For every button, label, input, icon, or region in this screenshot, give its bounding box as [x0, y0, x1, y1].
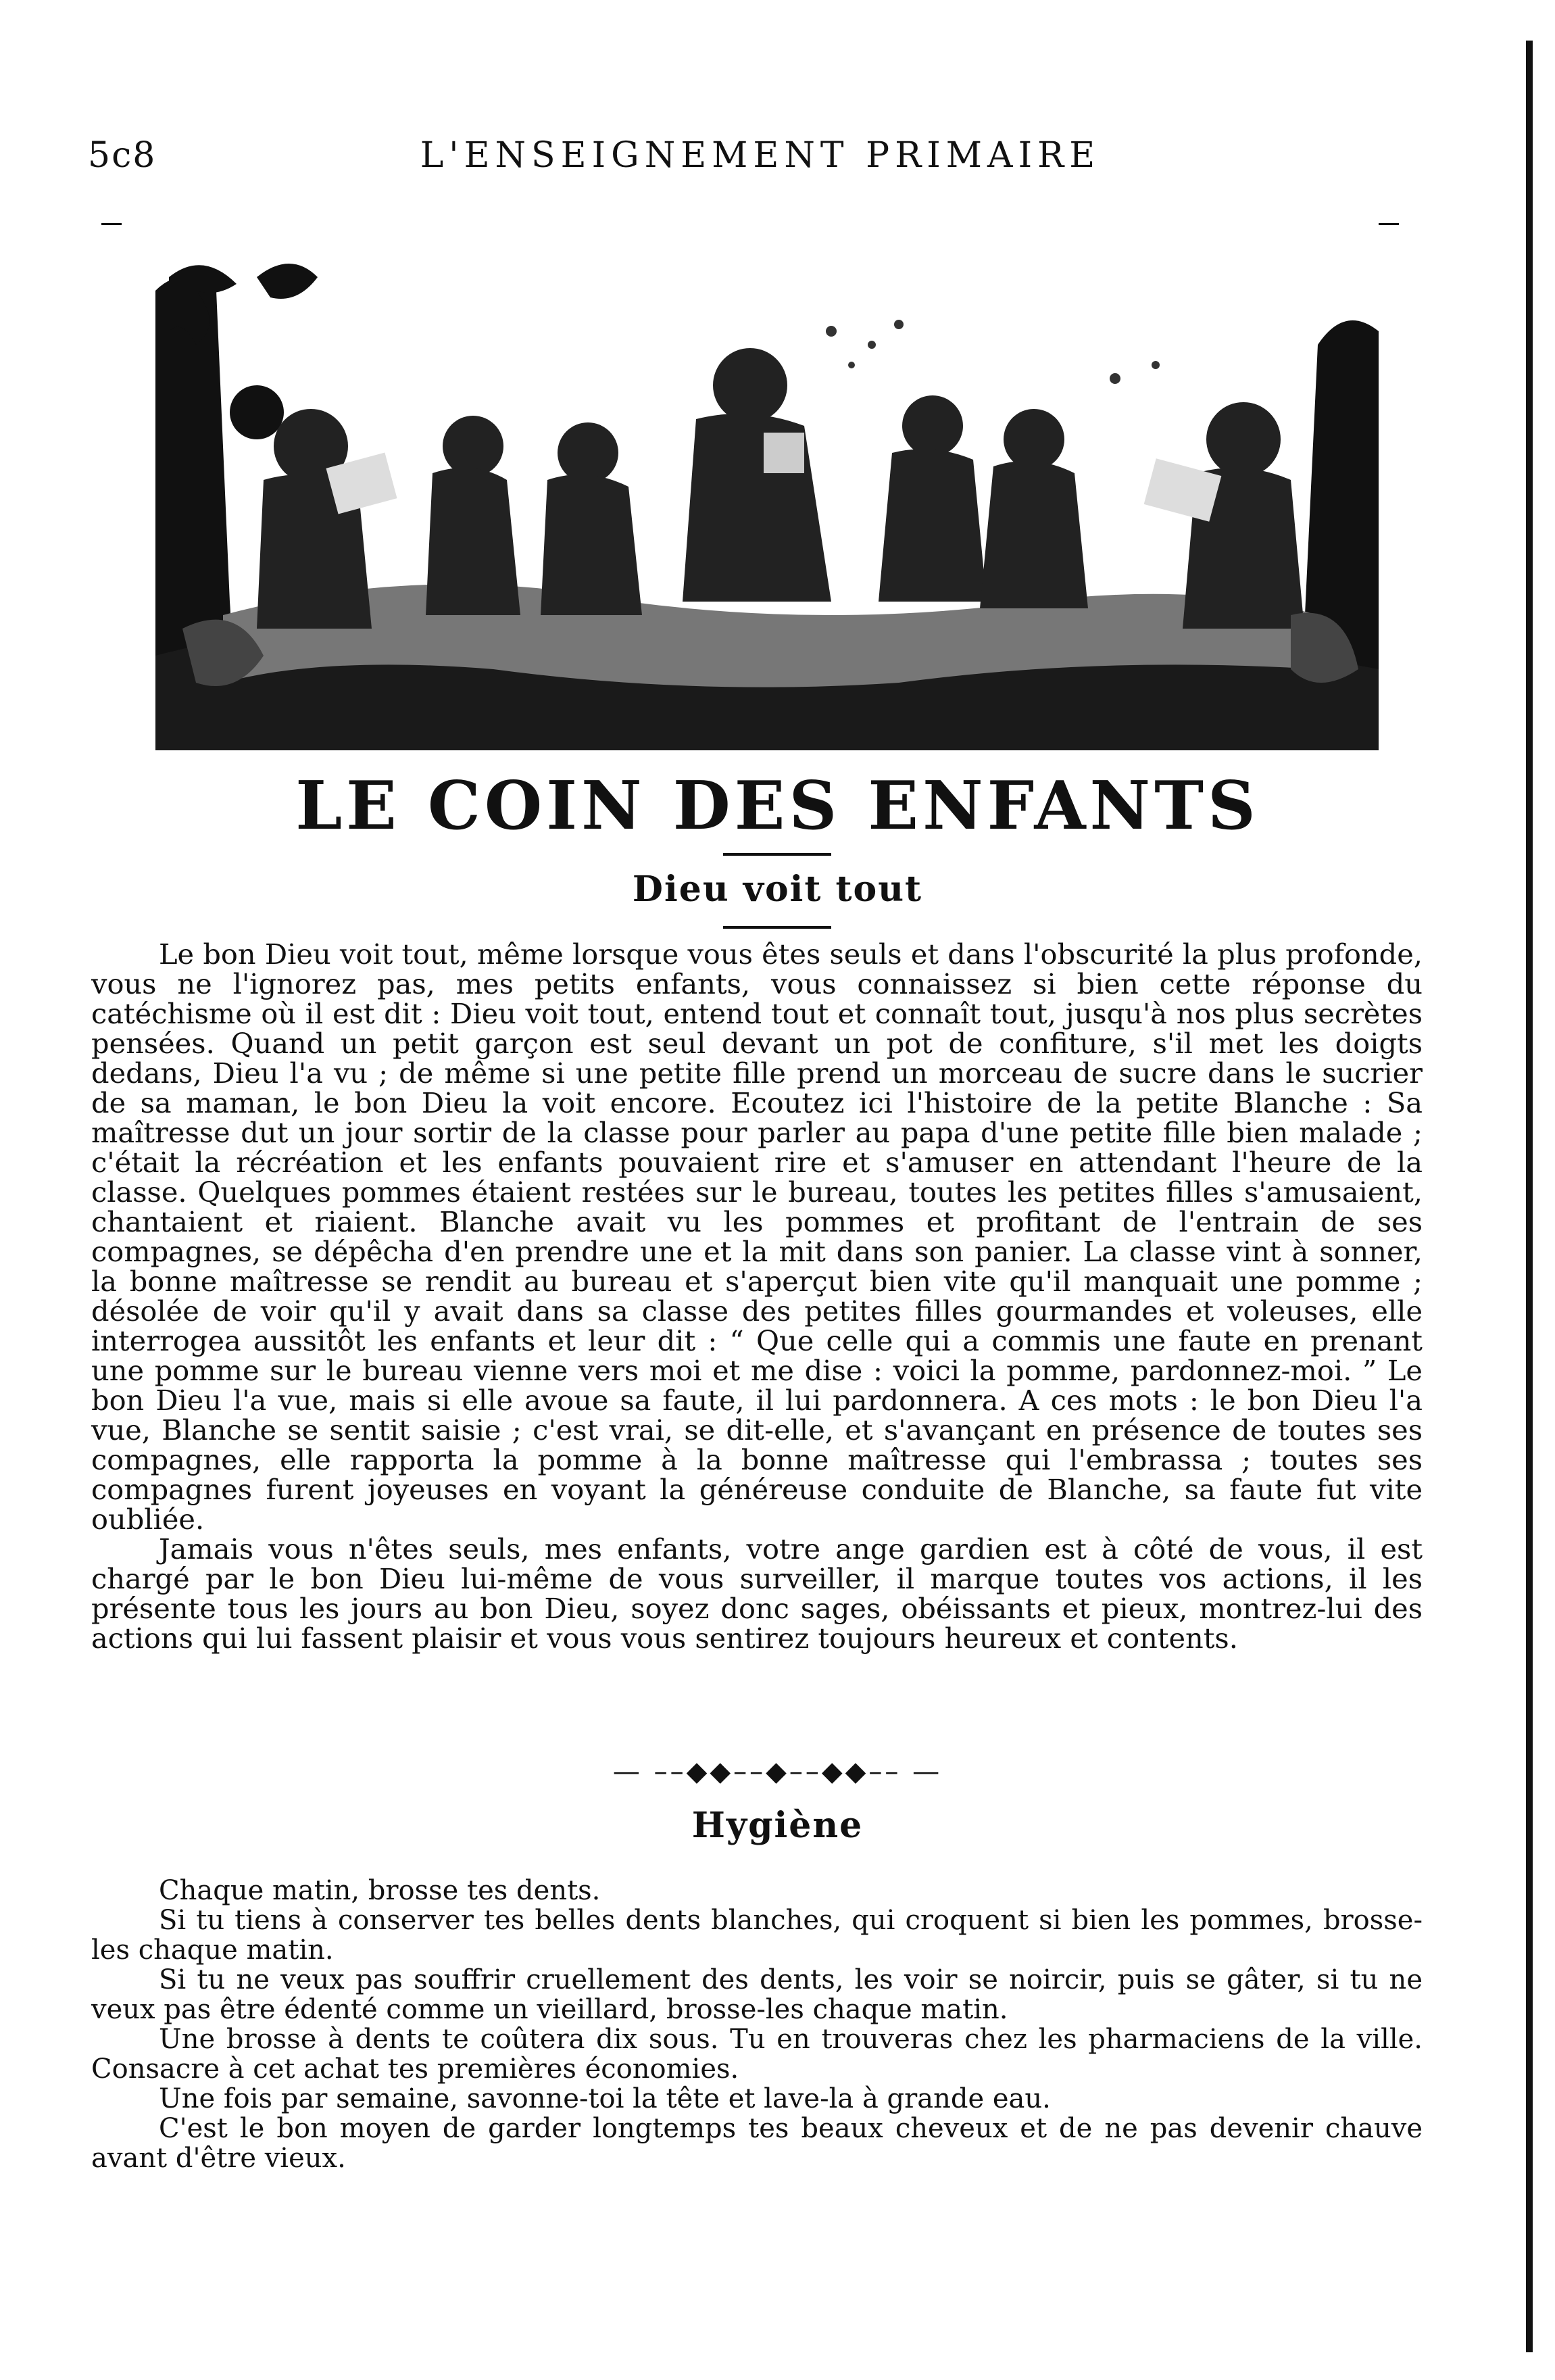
header-dash-left: [101, 223, 122, 225]
article-dieu-voit-tout: [91, 940, 1423, 1653]
paragraph: Si tu tiens à conserver tes belles dents blanches, qui croquent si bien les pommes, brosse-les chaque matin.: [91, 1905, 1423, 1966]
title-rule: [723, 853, 831, 856]
paragraph: Si tu ne veux pas souffrir cruellement des dents, les voir se noircir, puis se gâter, si tu ne veux pas être édenté comme un vieillard, brosse-les chaque matin.: [91, 1964, 1423, 2025]
header-dash-right: [1379, 223, 1399, 225]
paragraph: Chaque matin, brosse tes dents.: [159, 1875, 601, 1906]
paragraph: Le bon Dieu voit tout, même lorsque vous êtes seuls et dans l'obscurité la plus profonde, vous ne l'ignorez pas, mes petits enfants, vous connaissez si bien cette réponse du catéchisme où il est dit : Dieu voit tout, entend tout et connaît tout, jusqu'à nos plus secrètes pensées. Quand un petit garçon est seul devant un pot de confiture, s'il met les doigts dedans, Dieu l'a vu ; de même si une petite fille prend un morceau de sucre dans le sucrier de sa maman, le bon Dieu la voit encore. Ecoutez ici l'histoire de la petite Blanche : Sa maîtresse dut un jour sortir de la classe pour parler au papa d'une petite fille bien malade ; c'était la récréation et les enfants pouvaient rire et s'amuser en attendant l'heure de la classe. Quelques pommes étaient restées sur le bureau, toutes les petites filles s'amusaient, chantaient et riaient. Blanche avait vu les pommes et profitant de l'entrain de ses compagnes, se dépêcha d'en prendre une et la mit dans son panier. La classe vint à sonner, la bonne maîtresse se rendit au bureau et s'aperçut bien vite qu'il manquait une pomme ; désolée de voir qu'il y avait dans sa classe des petites filles gourmandes et voleuses, elle interrogea aussitôt les enfants et leur dit : “ Que celle qui a commis une faute en prenant une pomme sur le bureau vienne vers moi et me dise : voici la pomme, pardonnez-moi. ” Le bon Dieu l'a vue, mais si elle avoue sa faute, il lui pardonnera. A ces mots : le bon Dieu l'a vue, Blanche se sentit saisie ; c'est vrai, se dit-elle, et s'avançant en présence de toutes ses compagnes, elle rapporta la pomme à la bonne maîtresse qui l'embrassa ; toutes ses compagnes furent joyeuses en voyant la généreuse conduite de Blanche, sa faute fut vite oubliée.: [91, 938, 1423, 1536]
paragraph: Une fois par semaine, savonne-toi la tête et lave-la à grande eau.: [159, 2083, 1051, 2114]
page-edge-rule: [1526, 41, 1533, 2352]
section-title-dieu: Dieu voit tout: [632, 869, 923, 910]
article-hygiene: [91, 1876, 1423, 2173]
page-header: [88, 135, 1433, 183]
paragraph: Jamais vous n'êtes seuls, mes enfants, votre ange gardien est à côté de vous, il est chargé par le bon Dieu lui-même de vous surveiller, il marque toutes vos actions, il les présente tous les jours au bon Dieu, soyez donc sages, obéissants et pieux, montrez-lui des actions qui lui fassent plaisir et vous vous sentirez toujours heureux et contents.: [91, 1532, 1423, 1655]
paragraph: C'est le bon moyen de garder longtemps tes beaux cheveux et de ne pas devenir chauve avant d'être vieux.: [91, 2113, 1423, 2174]
page-number: 5c8: [88, 135, 157, 176]
section-rule: [723, 926, 831, 929]
running-title: L'ENSEIGNEMENT PRIMAIRE: [420, 135, 1101, 176]
children-reading-outdoors-engraving: [155, 250, 1379, 750]
paragraph: Une brosse à dents te coûtera dix sous. Tu en trouveras chez les pharmaciens de la ville. Consacre à cet achat tes premières économies.: [91, 2024, 1423, 2085]
ornament-divider: — ––◆◆––◆––◆◆–– —: [612, 1756, 943, 1787]
main-title: LE COIN DES ENFANTS: [295, 767, 1260, 845]
section-title-hygiene: Hygiène: [691, 1805, 864, 1846]
